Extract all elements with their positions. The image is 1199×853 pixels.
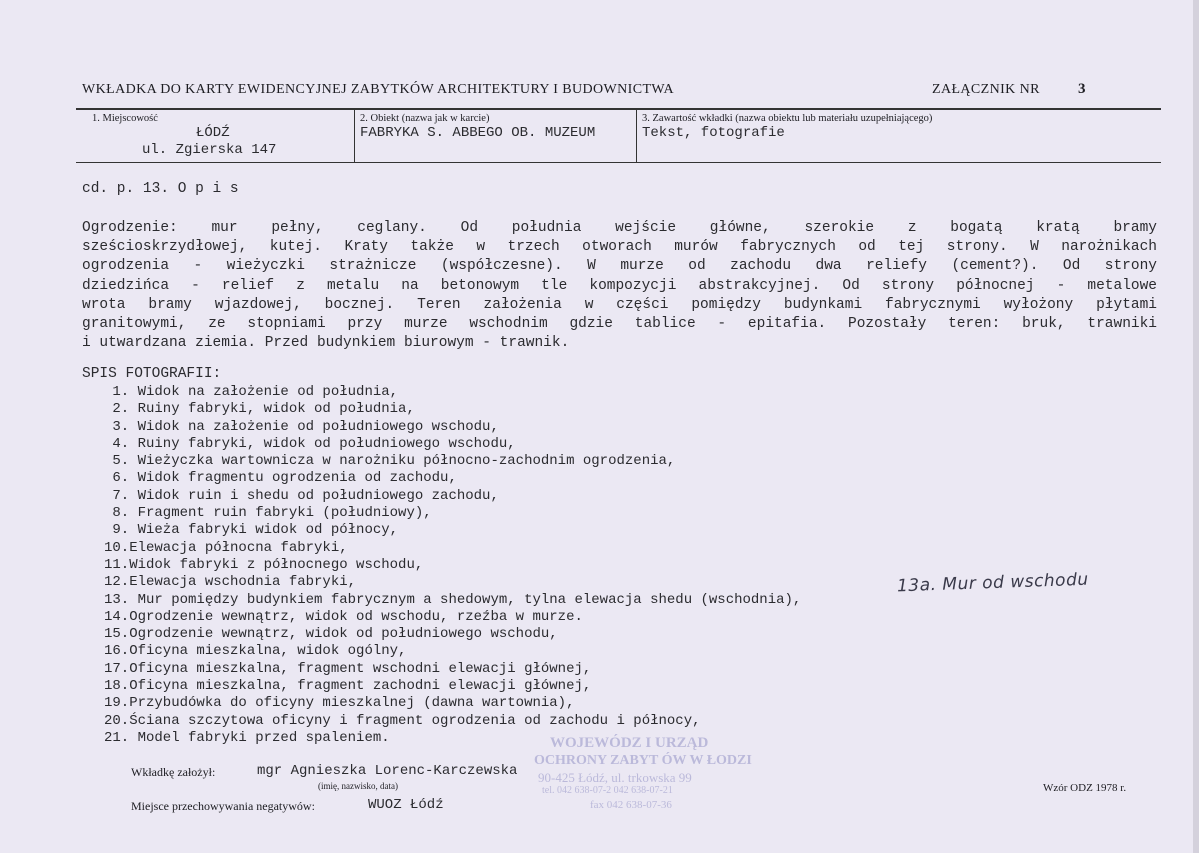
stamp-line: OCHRONY ZABYT ÓW W ŁODZI — [534, 753, 752, 768]
description-line: dziedzińca - relief z metalu na betonowym tle kompozycji abstrakcyjnej. Od strony północnej - metalowe — [82, 277, 1157, 294]
photo-list-heading: SPIS FOTOGRAFII: — [82, 366, 222, 382]
photo-list-item: 20.Ściana szczytowa oficyny i fragment ogrodzenia od zachodu i północy, — [104, 712, 701, 729]
table-bottom-rule — [76, 162, 1161, 163]
locality-caption: 1. Miejscowość — [92, 113, 158, 124]
photo-list-item: 19.Przybudówka do oficyny mieszkalnej (dawna wartownia), — [104, 695, 575, 712]
description-line: Ogrodzenie: mur pełny, ceglany. Od południa wejście główne, szerokie z bogatą kratą bramy — [82, 220, 1157, 236]
form-title: WKŁADKA DO KARTY EWIDENCYJNEJ ZABYTKÓW ARCHITEKTURY I BUDOWNICTWA — [82, 82, 674, 97]
locality-city: ŁÓDŹ — [196, 125, 230, 141]
description-text — [82, 219, 1157, 353]
table-divider-1 — [354, 109, 355, 162]
photo-list-item: 18.Oficyna mieszkalna, fragment zachodni elewacji głównej, — [104, 678, 592, 695]
office-stamp — [528, 735, 768, 825]
photo-list-item: 14.Ogrodzenie wewnątrz, widok od wschodu, rzeźba w murze. — [104, 608, 583, 625]
photo-list-item: 8. Fragment ruin fabryki (południowy), — [104, 505, 432, 522]
description-line: granitowymi, ze stopniami przy murze wschodnim gdzie tablice - epitafia. Pozostały teren: bruk, trawniki — [82, 316, 1157, 333]
photo-list-item: 7. Widok ruin i shedu od południowego zachodu, — [104, 487, 499, 504]
photo-list-item: 2. Ruiny fabryki, widok od południa, — [104, 401, 415, 418]
photo-list — [104, 384, 801, 747]
storage-value: WUOZ Łódź — [368, 797, 444, 813]
description-line: ogrodzenia - wieżyczki strażnicze (współczesne). W murze od zachodu dwa reliefy (cement?). Od strony — [82, 258, 1157, 275]
description-line: sześcioskrzydłowej, kutej. Kraty także w trzech otworach murów fabrycznych od tej strony. W narożnikach — [82, 239, 1157, 256]
attachment-label: ZAŁĄCZNIK NR — [932, 82, 1040, 97]
photo-list-item: 6. Widok fragmentu ogrodzenia od zachodu, — [104, 470, 457, 487]
content-value: Tekst, fotografie — [642, 125, 785, 141]
author-value: mgr Agnieszka Lorenc-Karczewska — [257, 763, 518, 779]
photo-list-item: 1. Widok na założenie od południa, — [104, 384, 399, 400]
description-line: wrota bramy wjazdowej, bocznej. Teren założenia w części pomiędzy budynkami fabrycznymi wyłożony płytami — [82, 296, 1157, 313]
attachment-number: 3 — [1078, 81, 1086, 97]
photo-list-item: 5. Wieżyczka wartownicza w narożniku północno-zachodnim ogrodzenia, — [104, 453, 676, 470]
photo-list-item: 16.Oficyna mieszkalna, widok ogólny, — [104, 643, 407, 660]
object-value: FABRYKA S. ABBEGO OB. MUZEUM — [360, 125, 596, 141]
description-heading: cd. p. 13. O p i s — [82, 181, 239, 197]
description-line: i utwardzana ziemia. Przed budynkiem biurowym - trawnik. — [82, 335, 570, 352]
author-caption: (imię, nazwisko, data) — [318, 781, 398, 791]
photo-list-item: 12.Elewacja wschodnia fabryki, — [104, 574, 357, 591]
photo-list-item: 13. Mur pomiędzy budynkiem fabrycznym a shedowym, tylna elewacja shedu (wschodnia), — [104, 591, 802, 608]
stamp-line: 90-425 Łódź, ul. trkowska 99 — [538, 770, 692, 785]
content-caption: 3. Zawartość wkładki (nazwa obiektu lub materiału uzupełniającego) — [642, 113, 933, 124]
photo-list-item: 15.Ogrodzenie wewnątrz, widok od południowego wschodu, — [104, 626, 558, 643]
locality-street: ul. Zgierska 147 — [142, 142, 277, 158]
template-reference: Wzór ODZ 1978 r. — [1043, 782, 1127, 794]
paper-edge — [1193, 0, 1199, 853]
photo-list-item: 11.Widok fabryki z północnego wschodu, — [104, 556, 424, 573]
stamp-line: fax 042 638-07-36 — [590, 799, 672, 811]
stamp-line: tel. 042 638-07-2 042 638-07-21 — [542, 785, 673, 796]
photo-list-item: 4. Ruiny fabryki, widok od południowego wschodu, — [104, 435, 516, 452]
handwritten-note: 13a. Mur od wschodu — [896, 569, 1089, 597]
stamp-line: WOJEWÓDZ I URZĄD — [550, 735, 709, 751]
photo-list-item: 3. Widok na założenie od południowego wschodu, — [104, 418, 499, 435]
photo-list-item: 9. Wieża fabryki widok od północy, — [104, 522, 399, 539]
storage-label: Miejsce przechowywania negatywów: — [131, 799, 315, 813]
author-label: Wkładkę założył: — [131, 765, 216, 779]
table-divider-2 — [636, 109, 637, 162]
photo-list-item: 21. Model fabryki przed spaleniem. — [104, 729, 390, 746]
photo-list-item: 17.Oficyna mieszkalna, fragment wschodni elewacji głównej, — [104, 660, 592, 677]
object-caption: 2. Obiekt (nazwa jak w karcie) — [360, 113, 490, 124]
photo-list-item: 10.Elewacja północna fabryki, — [104, 539, 348, 556]
table-top-rule — [76, 108, 1161, 110]
